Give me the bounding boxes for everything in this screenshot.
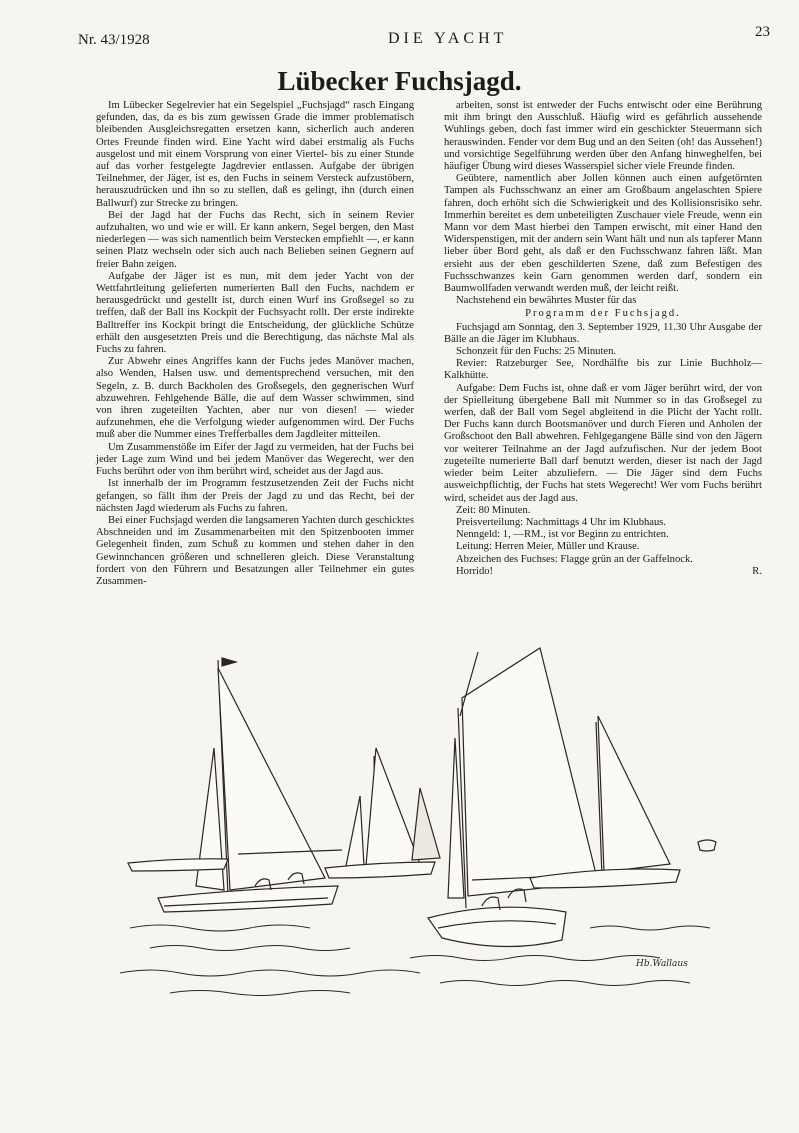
water-lines <box>120 925 710 996</box>
paragraph: Bei der Jagd hat der Fuchs das Recht, sich in seinem Revier aufzuhalten, wo und wie er will. Er kann ankern, Segel bergen, den Mast niederlegen — was sich namentlich beim Verstecken empfiehlt —, er kann seinen Platz wechseln oder sich auch nach Belieben seinen Gegnern auf freier Bahn zeigen. <box>96 209 414 270</box>
article-title: Lübecker Fuchsjagd. <box>277 66 522 96</box>
program-line: Preisverteilung: Nachmittags 4 Uhr im Klubhaus. <box>456 516 667 528</box>
page-number: 23 <box>755 24 770 40</box>
right-column <box>444 100 762 578</box>
program-line: Zeit: 80 Minuten. <box>456 504 531 516</box>
program-line: Aufgabe: Dem Fuchs ist, ohne daß er vom Jäger berührt wird, der von der Spielleitung übergebene Ball mit Nummer so in das Großsegel zu werfen, daß der Ball vom Segel abgleitend in die Plicht der Yacht rollt. Der Fuchs kann durch Bootsmanöver und durch Fieren und Anholen der Großschoot den Ball abwehren. Fehlgegangene Bälle sind von den Jägern vor weiterer Teilnahme an der Jagd aufzufischen. Nur der jedem Boot zugeteilte numerierte Ball darf benutzt werden, dieser ist nach der Jagd wieder beim Leiter abzuliefern. — Die Jäger sind dem Fuchs ausweichpflichtig, der Fuchs hat stets Wegerecht! Wer vom Fuchs berührt wird, scheidet aus der Jagd aus. <box>444 382 762 504</box>
issue-number: Nr. 43/1928 <box>78 32 150 48</box>
program-heading: Programm der Fuchsjagd. <box>525 308 681 320</box>
paragraph: arbeiten, sonst ist entweder der Fuchs entwischt oder eine Berührung mit ihm bringt den Ausschluß. Häufig wird es gefährlich aussehende Wuhlings geben, doch fast immer wird ein geschickter Steuermann sich herauswinden. Fender vor dem Bug und an den Seiten (oh! das Aussehen!) und vorsichtige Segelführung werden über den Anfang hinweghelfen, bei häufiger Übung wird dieses Wasserspiel sicher viele Freunde finden. <box>444 100 762 173</box>
paragraph: Nachstehend ein bewährtes Muster für das <box>456 295 637 307</box>
center-sailboat <box>428 648 610 947</box>
paragraph: Bei einer Fuchsjagd werden die langsameren Yachten durch geschicktes Abschneiden und im Zusammenarbeiten mit den Spitzenbooten immer Gelegenheit finden, zum Schuß zu kommen und stehen daher in den Gewinnchancen größeren und schnelleren gleich. Diese Veranstaltung fordert von den Führern und Besatzungen aller Teilnehmer ein gutes Zusammen- <box>96 514 414 587</box>
paragraph: Aufgabe der Jäger ist es nun, mit dem jeder Yacht von der Wettfahrtleitung gelieferten numerierten Ball den Fuchs, nachdem er herausgedrückt und gestellt ist, durch einen Wurf ins Großsegel so zu treffen, daß der Ball ins Kockpit der Fuchsyacht rollt. Der erste indirekte Balltreffer ins Kockpit bringt die Entscheidung, der glückliche Schütze erhält den ausgesetzten Preis und die Berechtigung, das nächste Mal als Fuchs zu fahren. <box>96 270 414 356</box>
program-line: Abzeichen des Fuchses: Flagge grün an der Gaffelnock. <box>456 553 693 565</box>
program-line: Schonzeit für den Fuchs: 25 Minuten. <box>456 346 617 358</box>
author-initial: R. <box>752 565 762 577</box>
paragraph: Zur Abwehr eines Angriffes kann der Fuchs jedes Manöver machen, also Wenden, Halsen usw. und dementsprechend versuchen, mit den Segeln, z. B. durch Backholen des Großsegels, den gegnerischen Wurf abzuwehren. Fehlgehende Bälle, die auf dem Wasser schwimmen, sind von ihren zugeteilten Yachten, aber nur von diesen! — wieder aufzunehmen, ehe die Verfolgung wieder aufgenommen wird. Der Fuchs muß aber die Nummer eines Trefferballes dem Jagdleiter mitteilen. <box>96 356 414 441</box>
program-line: Revier: Ratzeburger See, Nordhälfte bis zur Linie Buchholz—Kalkhütte. <box>444 358 762 382</box>
signoff <box>444 566 762 578</box>
program-line: Nenngeld: 1, —RM., ist vor Beginn zu entrichten. <box>456 529 669 541</box>
sailing-illustration <box>110 628 750 1008</box>
magazine-name: DIE YACHT <box>388 30 508 47</box>
paragraph: Im Lübecker Segelrevier hat ein Segelspiel „Fuchsjagd“ rasch Eingang gefunden, das, da es bis zum gewissen Grade die immer problematisch bleibenden Ausgleichsregatten ersetzen kann, sicherlich auch anderen Ortes Freunde finden wird. Eine Yacht wird dabei erstmalig als Fuchs ausgelost und mit einem Vorsprung von einer Viertel- bis zu einer Stunde auf das vorher festgelegte Jagdrevier entlassen. Aufgabe der übrigen Teilnehmer, der Jäger, ist es, den Fuchs in seinem Versteck aufzustöbern, herauszudrücken und ihn so zu stellen, daß es gelingt, ihn (durch einen Ballwurf) zur Strecke zu bringen. <box>96 100 414 209</box>
paragraph: Geübtere, namentlich aber Jollen können auch einen aufgetörnten Tampen als Fuchsschwanz an einer am Großbaum angelaschten Spiere fahren, doch erhöht sich die Schwierigkeit und des Kollisionsrisiko sehr. Immerhin bereitet es dem unbeteiligten Zuschauer viele Freude, wenn ein Mann vor dem Mast hierbei den Tampen erwischt, mit einer Hand den Widerspenstigen, mit der andern sein Want hält und nun als tapferer Mann lieber über Bord geht, als daß er den Fuchsschwanz fahren läßt. Man ersieht aus der eben geschilderten Szene, daß zum Befestigen des Fuchsschwanzes kein Garn genommen werden darf, sondern ein Baumwollfaden verwandt werden muß, der leicht reißt. <box>444 173 762 295</box>
paragraph: Um Zusammenstöße im Eifer der Jagd zu vermeiden, hat der Fuchs bei jeder Lage zum Wind und bei jedem Manöver das Wegerecht, wer den Fuchs berührt oder von ihm berührt wird, scheidet aus der Jagd aus. <box>96 441 414 478</box>
closing-word: Horrido! <box>456 565 494 577</box>
program-line: Leitung: Herren Meier, Müller und Krause. <box>456 541 640 553</box>
illustrator-signature: Hb.Wallaus <box>636 959 688 969</box>
sailboats-drawing <box>110 628 750 1008</box>
program-line: Fuchsjagd am Sonntag, den 3. September 1929, 11.30 Uhr Ausgabe der Bälle an die Jäger im Klubhaus. <box>444 321 762 345</box>
page-header <box>78 24 778 48</box>
left-column <box>96 100 414 588</box>
paragraph: Ist innerhalb der im Programm festzusetzenden Zeit der Fuchs nicht gefangen, so fällt ihm der Preis der Jagd zu und das Recht, bei der nächsten Jagd wiederum als Fuchs zu fahren. <box>96 478 414 514</box>
left-sailboat <box>158 658 342 912</box>
